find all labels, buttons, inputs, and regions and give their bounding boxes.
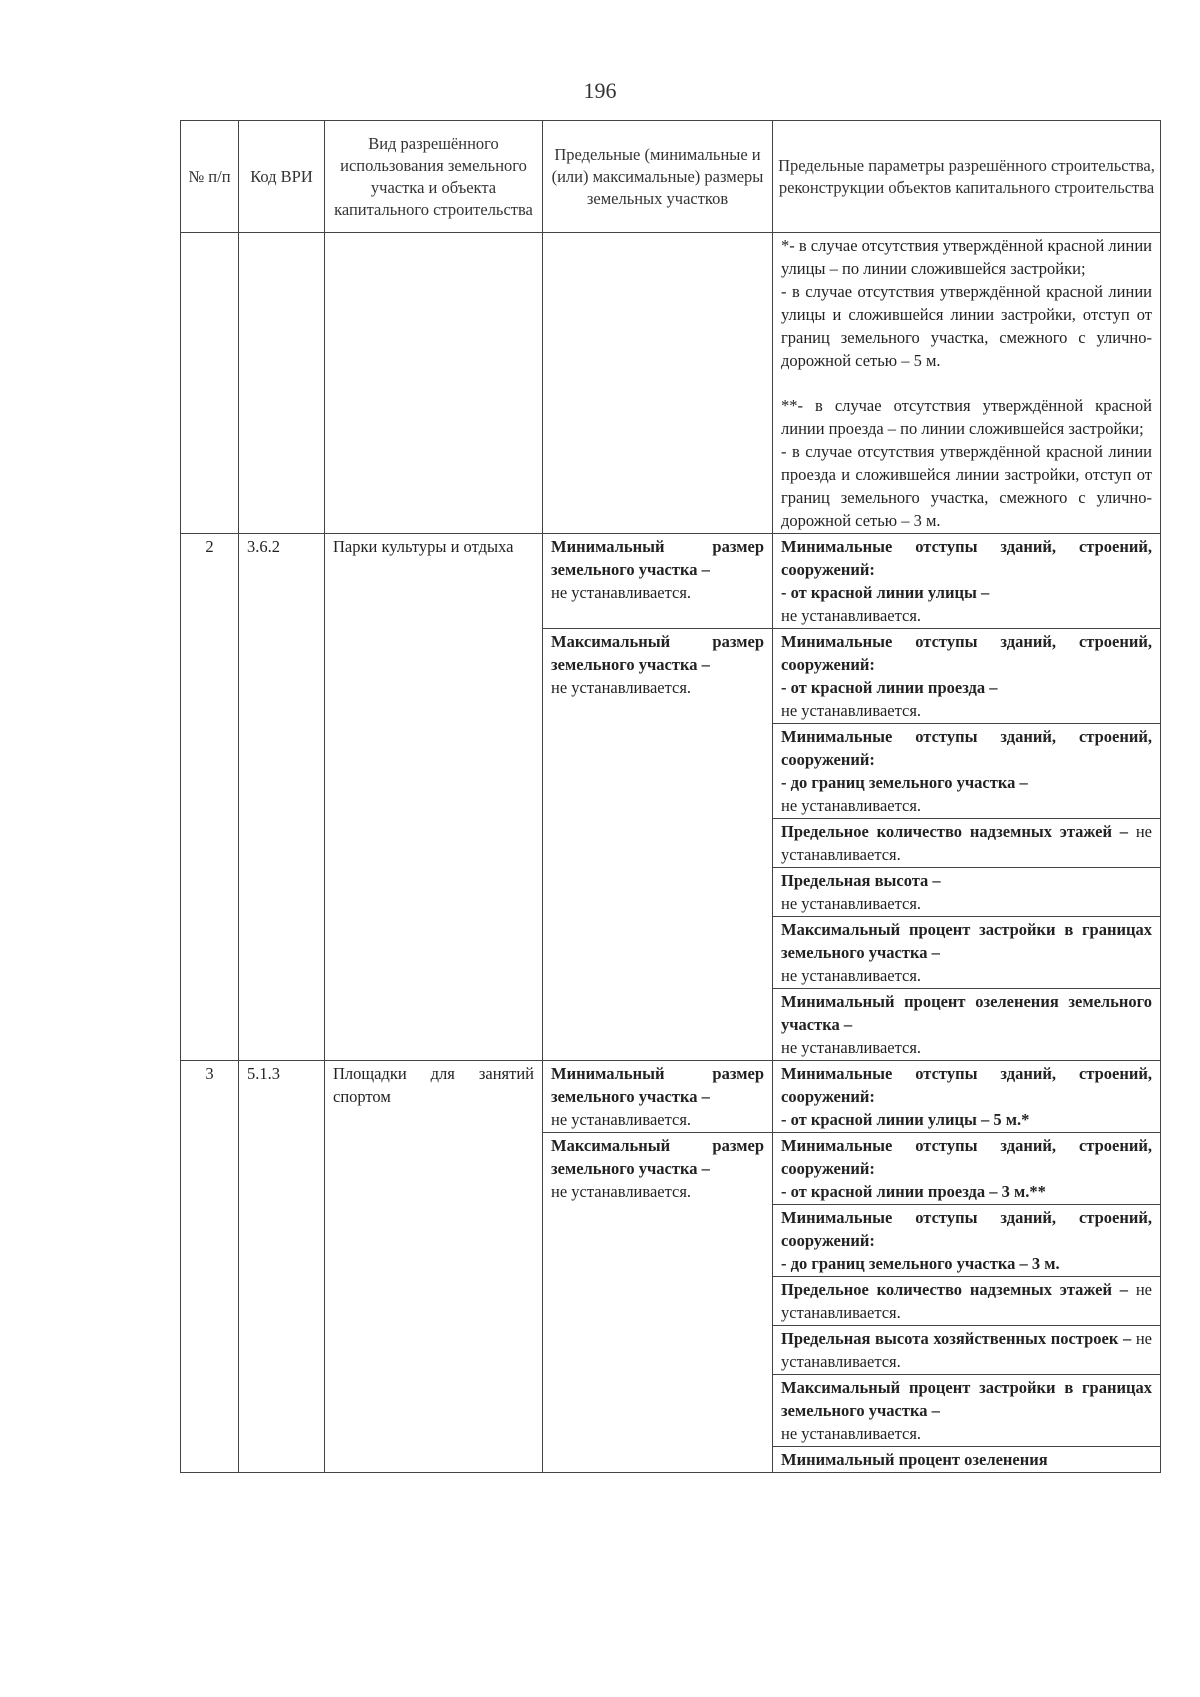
max-size-value: не устанавливается. [551,678,692,697]
param-cell [773,868,1161,917]
param-value: не устанавливается. [781,1329,1152,1371]
min-size-label: Минимальный размер земельного участка – [551,537,764,579]
note-paragraph: - в случае отсутствия утверждённой красной линии проезда и сложившейся линии застройки, отступ от границ земельного участка, смежного с улично-дорожной сетью – 3 м. [781,442,1152,530]
param-value: не устанавливается. [781,894,922,913]
param-cell [773,1326,1161,1375]
min-size-cell [543,534,773,629]
header-num: № п/п [181,121,239,233]
param-cell [773,819,1161,868]
param-cell [773,534,1161,629]
param-label: Минимальный процент озеленения земельного участка – [781,992,1152,1034]
param-value: не устанавливается. [781,701,922,720]
param-label: Минимальные отступы зданий, строений, сооружений: [781,632,1152,674]
param-cell [773,1061,1161,1133]
max-size-label: Максимальный размер земельного участка – [551,1136,764,1178]
param-value: не устанавливается. [781,1038,922,1057]
param-label: Минимальные отступы зданий, строений, сооружений: [781,727,1152,769]
param-label: Максимальный процент застройки в границах земельного участка – [781,1378,1152,1420]
param-label: Максимальный процент застройки в границах земельного участка – [781,920,1152,962]
param-sub-label: - от красной линии улицы – 5 м.* [781,1110,1030,1129]
max-size-cell [543,629,773,1061]
param-value: не устанавливается. [781,1280,1152,1322]
param-sub-label: - до границ земельного участка – 3 м. [781,1254,1060,1273]
min-size-cell [543,1061,773,1133]
param-sub-label: - от красной линии проезда – [781,678,998,697]
row-kind: Парки культуры и отдыха [325,534,543,1061]
table-row [181,534,1161,629]
min-size-value: не устанавливается. [551,583,692,602]
param-label: Минимальные отступы зданий, строений, сооружений: [781,1136,1152,1178]
param-sub-label: - до границ земельного участка – [781,773,1028,792]
row-number: 3 [181,1061,239,1473]
param-value: не устанавливается. [781,606,922,625]
header-sizes: Предельные (минимальные и (или) максимальные) размеры земельных участков [543,121,773,233]
table-row-continuation [181,233,1161,534]
param-cell [773,629,1161,724]
note-paragraph: **- в случае отсутствия утверждённой красной линии проезда – по линии сложившейся застройки; [781,396,1152,438]
regulations-table [180,120,1161,1473]
param-cell [773,1133,1161,1205]
param-label: Предельная высота – [781,871,941,890]
param-label: Предельная высота хозяйственных построек – [781,1329,1132,1348]
param-label: Минимальный процент озеленения [781,1450,1048,1469]
param-sub-label: - от красной линии улицы – [781,583,990,602]
max-size-label: Максимальный размер земельного участка – [551,632,764,674]
param-cell [773,724,1161,819]
param-label: Минимальные отступы зданий, строений, сооружений: [781,537,1152,579]
page-number: 196 [583,78,617,103]
param-label: Предельное количество надземных этажей – [781,822,1129,841]
table-header-row [181,121,1161,233]
header-kind: Вид разрешённого использования земельного участка и объекта капитального строительства [325,121,543,233]
param-label: Предельное количество надземных этажей – [781,1280,1129,1299]
param-cell [773,989,1161,1061]
max-size-value: не устанавливается. [551,1182,692,1201]
param-cell [773,1205,1161,1277]
param-label: Минимальные отступы зданий, строений, сооружений: [781,1064,1152,1106]
table-row [181,1061,1161,1133]
param-cell [773,1277,1161,1326]
param-value: не устанавливается. [781,822,1152,864]
param-value: не устанавливается. [781,1424,922,1443]
row-code: 5.1.3 [239,1061,325,1473]
param-sub-label: - от красной линии проезда – 3 м.** [781,1182,1046,1201]
row-code: 3.6.2 [239,534,325,1061]
min-size-label: Минимальный размер земельного участка – [551,1064,764,1106]
note-paragraph: - в случае отсутствия утверждённой красной линии улицы и сложившейся линии застройки, отступ от границ земельного участка, смежного с улично-дорожной сетью – 5 м. [781,282,1152,370]
min-size-value: не устанавливается. [551,1110,692,1129]
param-cell [773,1447,1161,1473]
note-paragraph: *- в случае отсутствия утверждённой красной линии улицы – по линии сложившейся застройки; [781,236,1152,278]
header-code: Код ВРИ [239,121,325,233]
max-size-cell [543,1133,773,1473]
continuation-notes [773,233,1161,534]
param-value: не устанавливается. [781,796,922,815]
param-cell [773,1375,1161,1447]
param-label: Минимальные отступы зданий, строений, сооружений: [781,1208,1152,1250]
header-params: Предельные параметры разрешённого строительства, реконструкции объектов капитального строительства [773,121,1161,233]
param-value: не устанавливается. [781,966,922,985]
row-number: 2 [181,534,239,1061]
param-cell [773,917,1161,989]
row-kind: Площадки для занятий спортом [325,1061,543,1473]
